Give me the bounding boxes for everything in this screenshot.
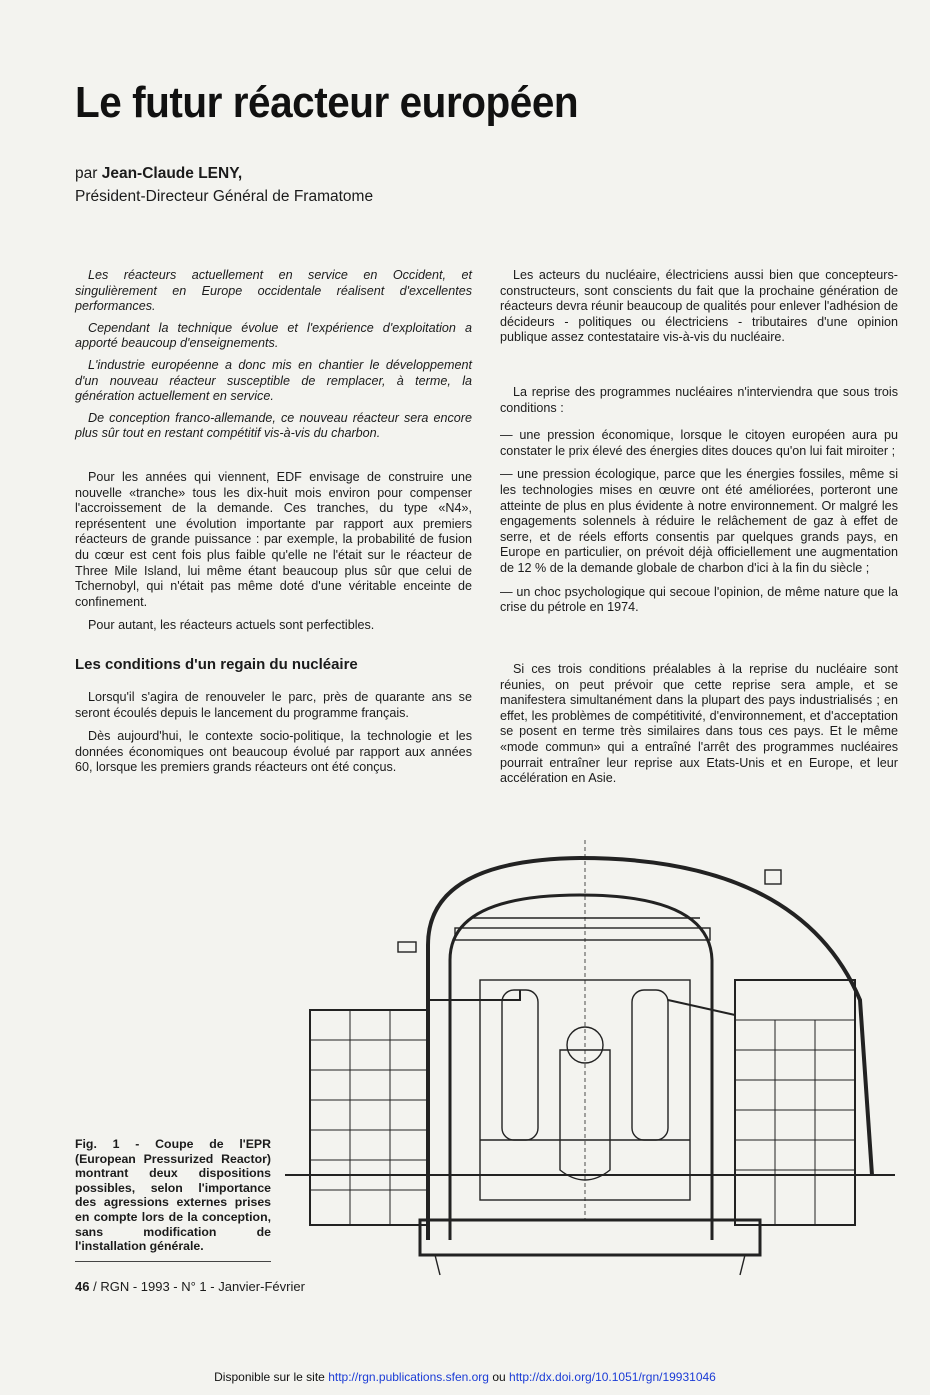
body-paragraph: Lorsqu'il s'agira de renouveler le parc, près de quarante ans se seront écoulés depuis le lancement du programme français.	[75, 690, 472, 720]
right-block-1	[500, 268, 898, 354]
right-block-2	[500, 385, 898, 624]
intro-paragraph: Les réacteurs actuellement en service en Occident, et singulièrement en Europe occidentale réalisent d'excellentes performances.	[75, 268, 472, 314]
intro-paragraph: Cependant la technique évolue et l'expérience d'exploitation a apporté beaucoup d'enseignements.	[75, 320, 472, 351]
byline	[75, 162, 373, 208]
doi-link[interactable]: http://dx.doi.org/10.1051/rgn/19931046	[509, 1370, 716, 1384]
article-title: Le futur réacteur européen	[75, 78, 579, 127]
intro-column	[75, 268, 472, 448]
byline-prefix: par	[75, 165, 98, 182]
body-paragraph: Si ces trois conditions préalables à la reprise du nucléaire sont réunies, on peut prévoir que cette reprise sera ample, et se manifestera simultanément dans la plupart des pays industrialisés ; en effet, les problèmes de compétitivité, d'environnement, et d'acceptation se posent en terme très similaires dans tous ces pays. Et le même «mode commun» qui a entraîné l'arrêt des programmes nucléaires pourrait entraîner leur reprise aux Etats-Unis et en Europe, et leur accélération en Asie.	[500, 662, 898, 786]
availability-prefix: Disponible sur le site	[214, 1370, 325, 1384]
condition-item: — un choc psychologique qui secoue l'opinion, de même nature que la crise du pétrole en 1974.	[500, 584, 898, 615]
author-name: Jean-Claude LENY,	[101, 165, 243, 182]
section-heading: Les conditions d'un regain du nucléaire	[75, 656, 358, 673]
author-role: Président-Directeur Général de Framatome	[75, 188, 374, 205]
body-paragraph: Pour les années qui viennent, EDF envisage de construire une nouvelle «tranche» tous les dix-huit mois environ pour compenser l'accroissement de la demande. Ces tranches, du type «N4», représentent une évolution importante par rapport aux premiers réacteurs de grande puissance : par exemple, la probabilité de fusion du cœur est cent fois plus faible qu'elle ne l'était sur le réacteur de Three Mile Island, lui même étant beaucoup plus sûr que celui de Tchernobyl, qui n'était pas même doté d'une véritable enceinte de confinement.	[75, 470, 472, 609]
publication-link[interactable]: http://rgn.publications.sfen.org	[328, 1370, 489, 1384]
left-body-2	[75, 690, 472, 784]
availability-notice	[0, 1370, 930, 1384]
left-body	[75, 470, 472, 642]
page-footer	[75, 1279, 305, 1294]
reactor-cross-section-figure	[280, 840, 900, 1280]
intro-paragraph: L'industrie européenne a donc mis en chantier le développement d'un nouveau réacteur susceptible de remplacer, à terme, la génération actuellement en service.	[75, 357, 472, 404]
right-block-3	[500, 662, 898, 795]
availability-middle: ou	[492, 1370, 506, 1384]
intro-paragraph: De conception franco-allemande, ce nouveau réacteur sera encore plus sûr tout en restant compétitif vis-à-vis du charbon.	[75, 410, 472, 441]
journal-reference: / RGN - 1993 - N° 1 - Janvier-Février	[93, 1279, 305, 1294]
condition-item: — une pression économique, lorsque le citoyen européen aura pu constater le prix élevé des énergies dites douces qu'on lui fait miroiter ;	[500, 428, 898, 458]
page-number: 46	[75, 1279, 90, 1294]
condition-item: — une pression écologique, parce que les énergies fossiles, même si les technologies mises en œuvre ont été améliorées, porteront une atteinte de plus en plus évidente à notre environnement. Or malgré les engagements solennels à réduire le relâchement de gaz à effet de serre, et de réels efforts consentis par quelques grands pays, en Europe en particulier, on prévoit déjà officiellement une augmentation de 12 % de la demande globale de charbon d'ici à la fin du siècle ;	[500, 467, 898, 575]
body-paragraph: Les acteurs du nucléaire, électriciens aussi bien que concepteurs-constructeurs, sont conscients du fait que la prochaine génération de réacteurs devra réunir beaucoup de qualités pour enlever l'adhésion de décideurs - politiques ou électriciens - tributaires d'une opinion publique assez contestataire vis-à-vis du nucléaire.	[500, 268, 898, 345]
body-paragraph: Dès aujourd'hui, le contexte socio-politique, la technologie et les données économiques ont beaucoup évolué par rapport aux années 60, lorsque les premiers grands réacteurs ont été conçus.	[75, 729, 472, 775]
conditions-lead: La reprise des programmes nucléaires n'interviendra que sous trois conditions :	[500, 385, 898, 415]
figure-caption: Fig. 1 - Coupe de l'EPR (European Pressurized Reactor) montrant deux dispositions possibles, selon l'importance des agressions externes prises en compte lors de la conception, sans modification de l'installation générale.	[75, 1137, 271, 1262]
body-paragraph: Pour autant, les réacteurs actuels sont perfectibles.	[88, 618, 375, 633]
